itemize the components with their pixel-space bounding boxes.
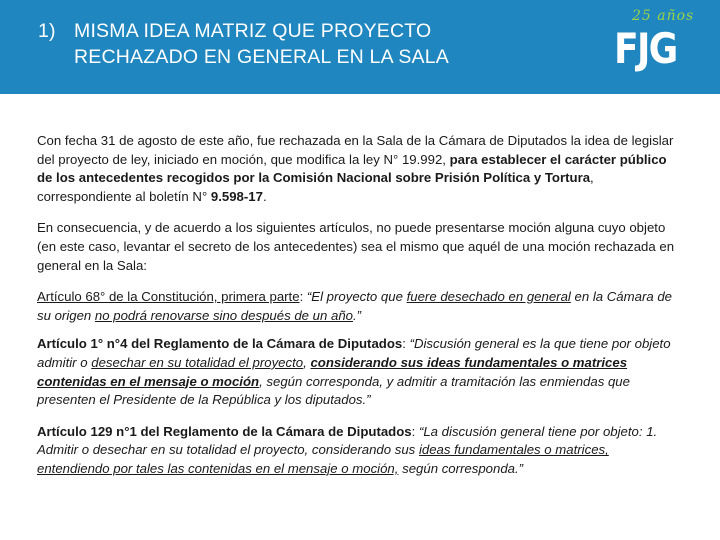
intro-text-2: , correspondiente al boletín N° [37,170,594,204]
title-line-2: RECHAZADO EN GENERAL EN LA SALA [74,46,450,68]
article-68-reference: Artículo 68° de la Constitución, primera parte [37,289,300,305]
article-1-colon: : [402,336,410,352]
article-129-colon: : [411,423,419,439]
article-1-quote-3: , [303,354,311,370]
intro-period: . [262,188,267,204]
article-129-reference: Artículo 129 n°1 del Reglamento de la Cámara de Diputados [37,423,412,439]
fjg-logo [606,6,706,88]
anniversary-mark: 25 años [632,8,695,24]
paragraph-article-68 [37,288,685,325]
article-1-quote-4: considerando sus ideas fundamentales o matrices contenidas en el mensaje o moción [37,354,628,389]
title-line-1: MISMA IDEA MATRIZ QUE PROYECTO [74,20,432,42]
title-banner [0,0,720,94]
paragraph-consequence: En consecuencia, y de acuerdo a los siguientes artículos, no puede presentarse moción alguna cuyo objeto (en este caso, levantar el secreto de los antecedentes) sea el mismo que aquél de una moción rechazada en general en la Sala: [37,220,675,273]
paragraph-article-1 [37,335,685,409]
article-129-quote-1: “La discusión general tiene por objeto: 1. Admitir o desechar en su totalidad el proyecto, considerando sus [37,423,658,458]
article-68-quote-3: en la Cámara de su origen [37,289,673,323]
logo-wordmark: FJG [614,24,677,73]
article-68-quote-1: “El proyecto que [306,289,407,305]
article-1-quote-1: “Discusión general es la que tiene por objeto admitir o [37,336,671,370]
article-68-quote-4: no podrá renovarse sino después de un año [94,307,353,323]
article-1-quote-2: desechar en su totalidad el proyecto [91,354,304,370]
slide-body [37,132,685,492]
article-68-quote-2: fuere desechado en general [406,289,571,305]
intro-bold-purpose: para establecer el carácter público de los antecedentes recogidos por la Comisión Nacional sobre Prisión Política y Tortura [37,151,667,186]
slide-title [38,18,558,70]
article-68-quote-5: .” [353,307,362,323]
intro-text: Con fecha 31 de agosto de este año, fue rechazada en la Sala de la Cámara de Diputados la idea de legislar del proyecto de ley, iniciado en moción, que modifica la ley N° 19.992, [37,133,674,167]
article-1-reference: Artículo 1° n°4 del Reglamento de la Cámara de Diputados [37,336,403,352]
title-number: 1) [38,20,56,42]
article-129-quote-3: según corresponda.” [398,460,524,476]
article-68-colon: : [299,289,307,305]
article-1-quote-5: , según corresponda, y admitir a tramitación las enmiendas que presenten el Presidente de la República y los diputados.” [37,373,630,408]
article-129-quote-2: ideas fundamentales o matrices, entendiendo por tales las contenidas en el mensaje o moción, [37,442,609,476]
bulletin-number: 9.598-17 [210,188,263,204]
paragraph-intro [37,132,685,206]
paragraph-article-129 [37,423,685,479]
